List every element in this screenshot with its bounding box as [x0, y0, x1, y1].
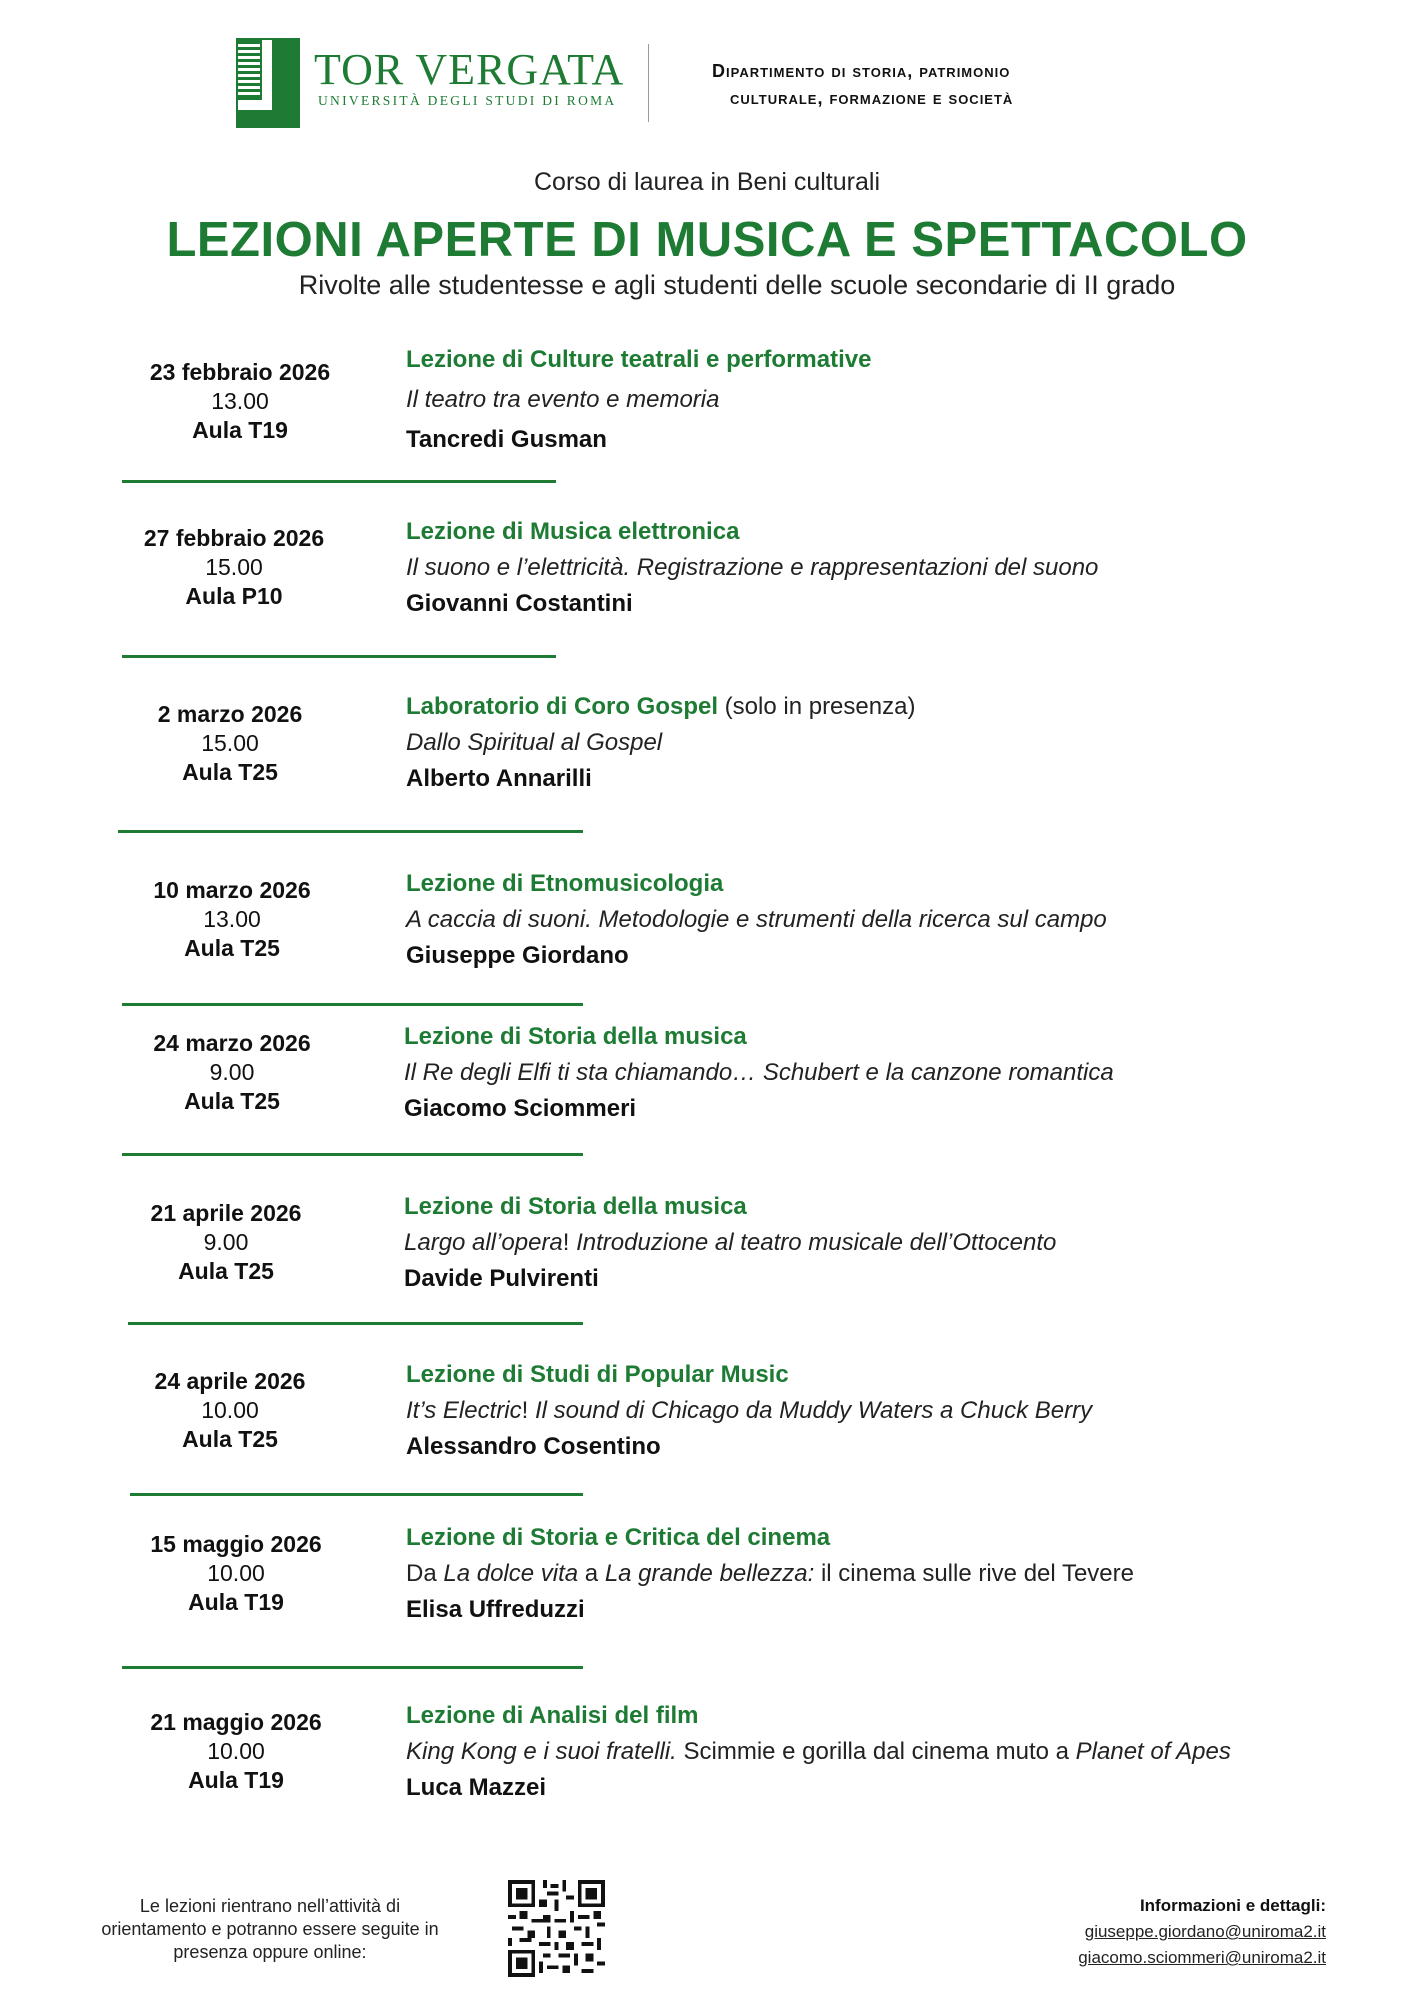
event-room: Aula T19	[188, 1589, 284, 1615]
event-date: 10 marzo 2026	[153, 877, 311, 903]
event-room: Aula T19	[188, 1767, 284, 1793]
event-title: Lezione di Storia della musica	[404, 1193, 747, 1220]
event-description: Il teatro tra evento e memoria	[406, 386, 720, 413]
event-title: Lezione di Musica elettronica	[406, 518, 740, 545]
footer-note: Le lezioni rientrano nell’attività di orientamento e potranno essere seguite in presenza oppure online:	[101, 1896, 439, 1962]
event-room: Aula T25	[184, 935, 280, 961]
email-link-1[interactable]: giuseppe.giordano@uniroma2.it	[1084, 1922, 1326, 1941]
event-separator	[122, 1666, 583, 1669]
event-title: Lezione di Studi di Popular Music	[406, 1361, 789, 1388]
event-description: Da La dolce vita a La grande bellezza: il cinema sulle rive del Tevere	[406, 1560, 1134, 1587]
event-description: King Kong e i suoi fratelli. Scimmie e gorilla dal cinema muto a Planet of Apes	[406, 1738, 1231, 1765]
event-date: 24 marzo 2026	[153, 1030, 311, 1056]
event-details	[406, 1520, 1134, 1628]
event-separator	[122, 1153, 583, 1156]
event-speaker: Giuseppe Giordano	[406, 942, 629, 969]
event-separator	[130, 1493, 583, 1496]
course-name: Corso di laurea in Beni culturali	[533, 168, 880, 196]
event-date-block	[82, 1029, 382, 1116]
header-divider	[648, 44, 649, 122]
event-separator	[122, 655, 556, 658]
event-date: 15 maggio 2026	[150, 1531, 322, 1557]
department-line-1: Dipartimento di storia, patrimonio	[712, 61, 1011, 81]
event-separator	[118, 830, 583, 833]
event-date-block	[80, 1367, 380, 1454]
event-details	[404, 1019, 1114, 1127]
event-details	[406, 514, 1098, 622]
event-date-block	[86, 1530, 386, 1617]
event-time: 9.00	[209, 1059, 255, 1085]
event-title: Lezione di Culture teatrali e performative	[406, 346, 872, 373]
event-note: (solo in presenza)	[718, 693, 916, 720]
event-title: Lezione di Storia e Critica del cinema	[406, 1524, 831, 1551]
footer-contacts	[1078, 1893, 1326, 1971]
event-title: Laboratorio di Coro Gospel	[406, 693, 719, 720]
event-date: 2 marzo 2026	[157, 701, 303, 727]
event-date-block	[84, 524, 384, 611]
event-description: Il Re degli Elfi ti sta chiamando… Schubert e la canzone romantica	[404, 1059, 1114, 1086]
event-details	[406, 342, 871, 458]
page-subtitle: Rivolte alle studentesse e agli studenti delle scuole secondarie di II grado	[298, 270, 1176, 300]
event-details	[406, 689, 915, 797]
event-separator	[122, 1003, 583, 1006]
event-room: Aula T19	[192, 417, 288, 443]
qr-code-icon[interactable]	[508, 1880, 605, 1977]
event-time: 15.00	[205, 554, 263, 580]
event-time: 13.00	[211, 388, 269, 414]
event-date-block	[86, 1708, 386, 1795]
event-speaker: Alessandro Cosentino	[406, 1433, 661, 1460]
event-speaker: Davide Pulvirenti	[404, 1265, 599, 1292]
event-description: Largo all’opera! Introduzione al teatro musicale dell’Ottocento	[404, 1229, 1057, 1256]
event-speaker: Alberto Annarilli	[406, 765, 592, 792]
event-description: It’s Electric! Il sound di Chicago da Muddy Waters a Chuck Berry	[406, 1397, 1093, 1424]
event-title: Lezione di Analisi del film	[406, 1702, 699, 1729]
event-description: A caccia di suoni. Metodologie e strumenti della ricerca sul campo	[406, 906, 1107, 933]
email-link-2[interactable]: giacomo.sciommeri@uniroma2.it	[1078, 1948, 1326, 1967]
event-speaker: Tancredi Gusman	[406, 426, 607, 453]
event-details	[406, 866, 1107, 974]
event-date: 27 febbraio 2026	[143, 525, 325, 551]
department-line-2: culturale, formazione e società	[730, 88, 1014, 108]
event-description: Dallo Spiritual al Gospel	[406, 729, 663, 756]
event-time: 10.00	[207, 1738, 265, 1764]
event-time: 13.00	[203, 906, 261, 932]
event-date-block	[82, 876, 382, 963]
event-date: 24 aprile 2026	[154, 1368, 306, 1394]
event-time: 10.00	[207, 1560, 265, 1586]
event-date-block	[90, 358, 390, 445]
event-separator	[128, 1322, 583, 1325]
event-date-block	[76, 1199, 376, 1286]
university-logo-icon	[236, 38, 300, 128]
event-speaker: Luca Mazzei	[406, 1774, 547, 1801]
event-speaker: Giovanni Costantini	[406, 590, 633, 617]
event-date-block	[80, 700, 380, 787]
event-speaker: Giacomo Sciommeri	[404, 1095, 637, 1122]
event-details	[406, 1357, 1092, 1465]
event-room: Aula T25	[178, 1258, 274, 1284]
event-room: Aula T25	[182, 759, 278, 785]
event-speaker: Elisa Uffreduzzi	[406, 1596, 585, 1623]
event-title: Lezione di Etnomusicologia	[406, 870, 724, 897]
event-date: 21 aprile 2026	[150, 1200, 302, 1226]
event-room: Aula T25	[182, 1426, 278, 1452]
contacts-heading: Informazioni e dettagli:	[1139, 1896, 1326, 1915]
event-title: Lezione di Storia della musica	[404, 1023, 747, 1050]
event-time: 9.00	[203, 1229, 249, 1255]
event-room: Aula T25	[184, 1088, 280, 1114]
event-details	[406, 1698, 1231, 1806]
university-subtitle: UNIVERSITÀ DEGLI STUDI DI ROMA	[318, 93, 617, 108]
university-name: TOR VERGATA	[314, 45, 625, 94]
event-date: 23 febbraio 2026	[149, 359, 331, 385]
event-room: Aula P10	[185, 583, 283, 609]
event-time: 15.00	[201, 730, 259, 756]
event-separator	[122, 480, 556, 483]
page-title: LEZIONI APERTE DI MUSICA E SPETTACOLO	[166, 213, 1248, 267]
event-time: 10.00	[201, 1397, 259, 1423]
event-description: Il suono e l’elettricità. Registrazione e rappresentazioni del suono	[406, 554, 1099, 581]
event-date: 21 maggio 2026	[150, 1709, 322, 1735]
department-name	[712, 58, 1013, 112]
event-details	[404, 1189, 1056, 1297]
